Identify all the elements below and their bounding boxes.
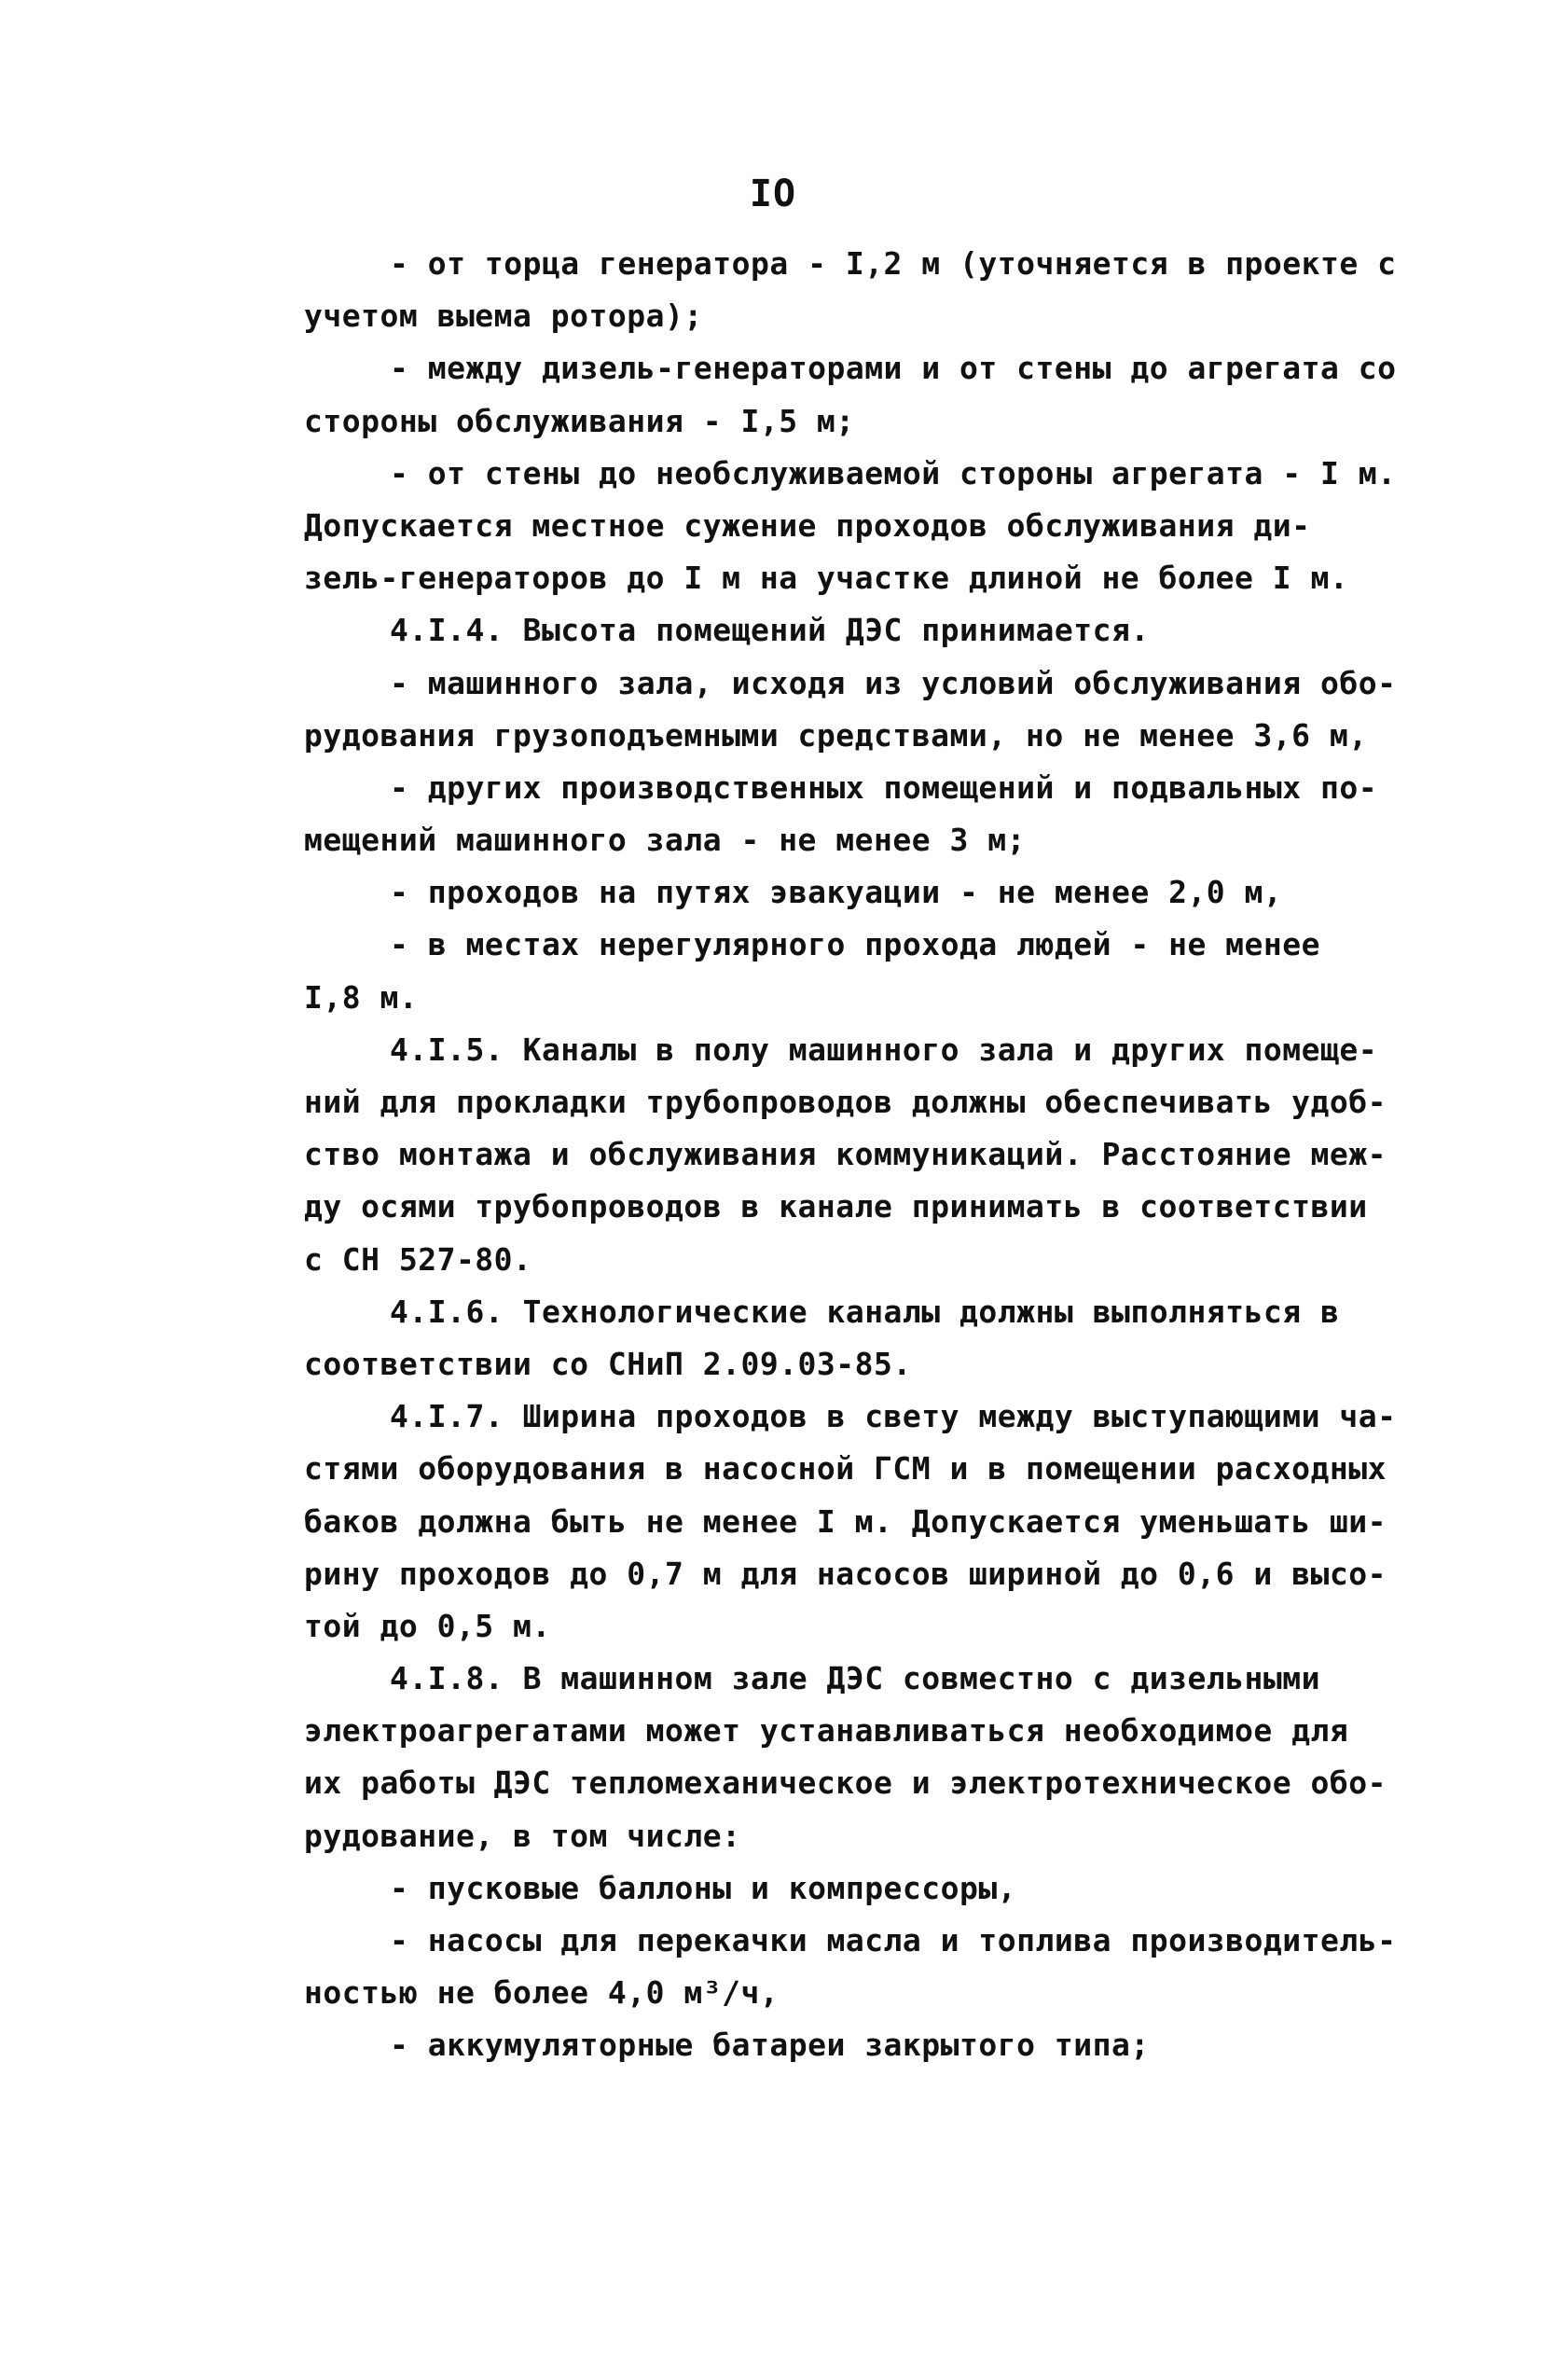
text-line: 4.I.4. Высота помещений ДЭС принимается. <box>390 612 1150 649</box>
text-line: 4.I.7. Ширина проходов в свету между выступающими ча- <box>390 1398 1397 1435</box>
text-line: - машинного зала, исходя из условий обслуживания обо- <box>390 664 1397 701</box>
text-line: 4.I.8. В машинном зале ДЭС совместно с дизельными <box>390 1660 1321 1697</box>
text-line: стями оборудования в насосной ГСМ и в помещении расходных <box>304 1450 1387 1488</box>
text-line: ний для прокладки трубопроводов должны обеспечивать удоб- <box>304 1084 1387 1120</box>
text-line: стороны обслуживания - I,5 м; <box>304 402 855 439</box>
text-line: - в местах нерегулярного прохода людей - не менее <box>390 926 1321 963</box>
text-line: ду осями трубопроводов в канале принимать в соответствии <box>304 1188 1368 1225</box>
text-line: - насосы для перекачки масла и топлива производитель- <box>390 1922 1397 1958</box>
text-line: - от торца генератора - I,2 м (уточняется в проекте с <box>390 245 1397 282</box>
text-line: - между дизель-генераторами и от стены до агрегата со <box>390 350 1397 387</box>
text-line: учетом выема ротора); <box>304 298 703 335</box>
text-line: той до 0,5 м. <box>304 1607 551 1644</box>
text-line: ностью не более 4,0 м³/ч, <box>304 1974 780 2012</box>
text-line: рудования грузоподъемными средствами, но не менее 3,6 м, <box>304 716 1368 754</box>
text-line: рину проходов до 0,7 м для насосов шириной до 0,6 и высо- <box>304 1555 1387 1592</box>
text-line: - других производственных помещений и подвальных по- <box>390 768 1378 806</box>
text-line: соответствии со СНиП 2.09.03-85. <box>304 1345 912 1382</box>
text-line: баков должна быть не менее I м. Допускается уменьшать ши- <box>304 1502 1387 1540</box>
text-line: 4.I.6. Технологические каналы должны выполняться в <box>390 1293 1340 1330</box>
text-line: I,8 м. <box>304 978 419 1016</box>
text-line: - пусковые баллоны и компрессоры, <box>390 1869 1017 1906</box>
page-number: IO <box>749 173 797 215</box>
text-line: с СН 527-80. <box>304 1240 532 1278</box>
text-line: - аккумуляторные батареи закрытого типа; <box>390 2027 1150 2064</box>
text-line: - от стены до необслуживаемой стороны агрегата - I м. <box>390 454 1397 491</box>
text-line: электроагрегатами может устанавливаться необходимое для <box>304 1712 1349 1750</box>
text-line: рудование, в том числе: <box>304 1817 741 1854</box>
text-line: Допускается местное сужение проходов обслуживания ди- <box>304 506 1311 544</box>
text-line: мещений машинного зала - не менее 3 м; <box>304 822 1026 859</box>
text-line: зель-генераторов до I м на участке длиной не более I м. <box>304 560 1349 597</box>
text-line: их работы ДЭС тепломеханическое и электротехническое обо- <box>304 1764 1387 1802</box>
text-line: - проходов на путях эвакуации - не менее 2,0 м, <box>390 874 1283 911</box>
document-body <box>304 238 1404 2072</box>
text-line: 4.I.5. Каналы в полу машинного зала и других помеще- <box>390 1031 1378 1068</box>
text-line: ство монтажа и обслуживания коммуникаций. Расстояние меж- <box>304 1136 1387 1173</box>
